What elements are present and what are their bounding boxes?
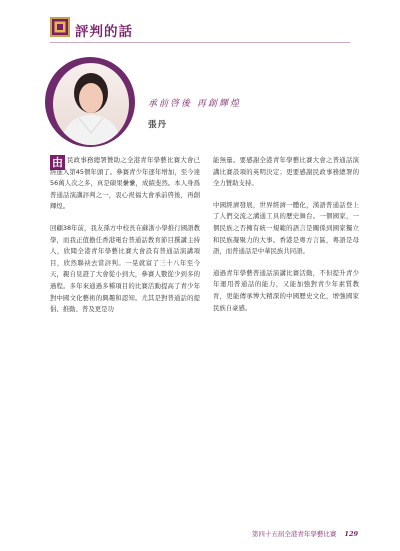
paragraph: 能無量。要感謝全港青年學藝比賽大會之普通話演講比賽設項的英明決定；更要感謝民政事務總署的全力贊助支持。 [213,156,359,188]
paragraph: 回顧38年前，我友孫方中校長在蘇浙小學推行國語教學，而我正值擔任香港電台普通話教育節目撰講主持人，欣聞全港青年學藝比賽大會設有普通話演講項目，欣然聯袂去當評判。一晃就富了三十八年至今天，親自見證了大會從小到大，參賽人數從少到多的過程。多年來通過多種項目的比賽活動提高了青少年對中國文化藝術的興趣和認知。尤其是對普通話的提倡、推動、普及更是功 [50,223,200,314]
paragraph: 中國經濟發展，世界經濟一體化，漢語普通話登上了人們交流之溝通工具的歷史舞台。一個國家，一個民族之否擁有統一規範的語言是關係到國家獨立和民族凝聚力的大事。香港是粵方言區，粵語是母語，而普通話是中華民族共同語。 [213,200,359,256]
header-square-icon [50,17,70,37]
portrait-photo [53,63,129,145]
footer-publication: 第四十五屆全港青年學藝比賽 [251,530,337,538]
portrait-figure [53,63,129,145]
paragraph: 通過青年學藝普通話演講比賽活動，不但提升青少年運用普通話的能力，又能加強對青少年素質教育，更能傳承博大精深的中國歷史文化，增強國家民族自豪感。 [213,268,359,312]
judge-portrait [45,57,135,147]
judge-name: 張丹 [148,120,168,130]
paragraph: 民政事務總署贊助之全港青年學藝比賽大會已經進入第45個年頭了。參賽青少年逐年增加，至今達56萬人次之多，真是碩果纍纍，成績斐然。本人身爲普通話演講評判之一，衷心祝福大會承前啓後，再創輝煌。 [50,156,200,211]
page-footer [252,529,358,538]
section-title: 評判的話 [75,24,133,40]
header-divider [50,42,350,43]
article-column-right [213,155,359,324]
drop-cap: 由 [52,156,63,169]
page-number: 129 [344,530,358,538]
judge-motto: 承前啓後 再創輝煌 [148,99,241,109]
article-column-left [50,155,200,326]
